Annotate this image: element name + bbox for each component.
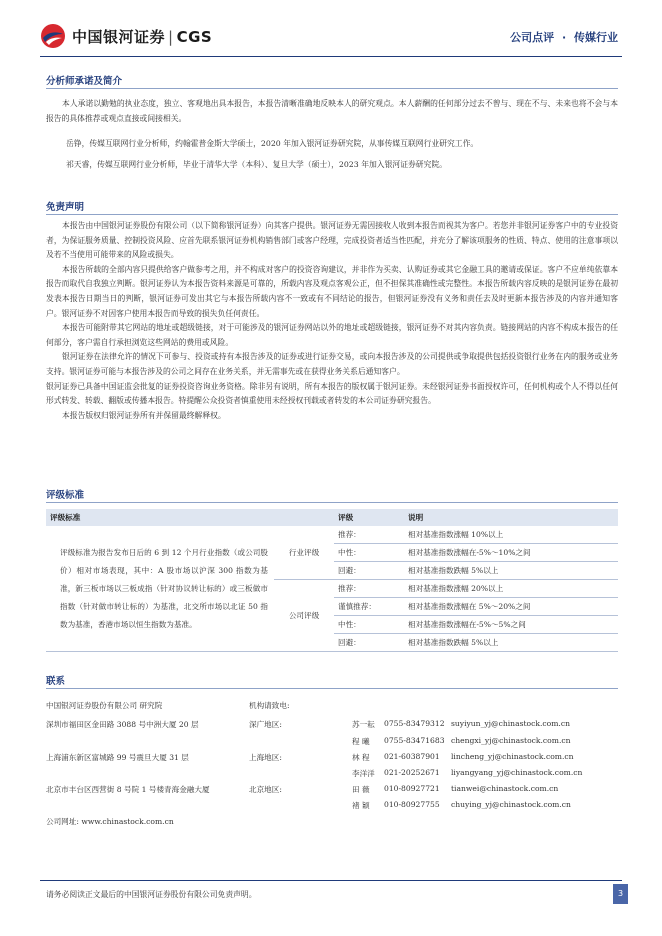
contact-name: 田 薇 [352, 785, 370, 794]
rating-label: 回避： [334, 562, 404, 580]
disclaimer-paragraph: 银河证券已具备中国证监会批复的证券投资咨询业务资格。除非另有说明，所有本报告的版权属于银河证券。未经银河证券书面授权许可，任何机构或个人不得以任何形式转发、转载、翻版或传播本报告。特提醒公众投资者慎重使用未经授权刊载或者转发的本公司证券研究报告。 [46, 381, 618, 406]
header-rating: 评级 [338, 513, 354, 522]
rating-standard-desc: 评级标准为报告发布日后的 6 到 12 个月行业指数（或公司股价）相对市场表现，其中：A 股市场以沪深 300 指数为基准，新三板市场以三板成指（针对协议转让标的）或三板做市指数（针对做市转让标的）为基准，北交所市场以北证 50 指数为基准，香港市场以恒生指数为基准。 [46, 526, 274, 652]
page-number: 3 [613, 884, 628, 904]
contact-person [352, 752, 370, 763]
rating-table-header [46, 509, 618, 526]
footer-divider [40, 880, 622, 881]
analyst-section-divider [46, 88, 618, 89]
rating-divider [46, 502, 618, 503]
rating-label: 推荐： [334, 526, 404, 544]
rating-title: 评级标准 [46, 490, 85, 501]
contact-email[interactable]: tianwei@chinastock.com.cn [451, 784, 559, 793]
contact-person [352, 736, 370, 747]
rating-desc: 相对基准指数跌幅 5%以上 [404, 562, 618, 580]
rating-label: 中性： [334, 616, 404, 634]
rating-desc: 相对基准指数涨幅在-5%～10%之间 [404, 544, 618, 562]
contact-person [352, 719, 375, 730]
region-shanghai: 上海地区: [249, 753, 282, 762]
contact-email[interactable]: chengxi_yj@chinastock.com.cn [451, 736, 571, 745]
contact-email[interactable]: lincheng_yj@chinastock.com.cn [451, 752, 574, 761]
disclaimer-paragraph: 本报告可能附带其它网站的地址或超级链接，对于可能涉及的银河证券网站以外的地址或超级链接，银河证券不对其内容负责。链接网站的内容不构成本报告的任何部分，客户需自行承担浏览这些网站的费用或风险。 [46, 323, 618, 347]
analyst-bio-2: 祁天睿，传媒互联网行业分析师，毕业于清华大学（本科）、复旦大学（硕士），2023 年加入银河证券研究院。 [66, 160, 447, 169]
rating-label: 回避： [334, 634, 404, 652]
rating-table [46, 509, 618, 652]
region-shenzhen: 深广地区: [249, 720, 282, 729]
analyst-section-title: 分析师承诺及简介 [46, 76, 123, 87]
company-logo [40, 22, 212, 50]
analyst-commitment [46, 96, 618, 126]
contact-person [352, 800, 370, 811]
company-research-institute: 中国银河证券股份有限公司 研究院 [46, 701, 163, 710]
disclaimer-paragraph: 银河证券在法律允许的情况下可参与、投资或持有本报告涉及的证券或进行证券交易，或向本报告涉及的公司提供或争取提供包括投资银行业务在内的服务或业务支持。银河证券可能与本报告涉及的公司之间存在业务关系，并无需事先或在获得业务关系后通知客户。 [46, 352, 618, 376]
rating-desc: 相对基准指数涨幅 10%以上 [404, 526, 618, 544]
contact-title: 联系 [46, 676, 66, 687]
contact-name: 褚 颖 [352, 801, 370, 810]
contact-person [352, 784, 370, 795]
disclaimer-paragraph: 本报告版权归银河证券所有并保留最终解释权。 [62, 410, 226, 420]
analyst-bio-1: 岳铮，传媒互联网行业分析师，约翰霍普金斯大学硕士，2020 年加入银河证券研究院，从事传媒互联网行业研究工作。 [66, 139, 479, 148]
report-category [510, 29, 618, 45]
contact-email[interactable]: suyiyun_yj@chinastock.com.cn [451, 719, 570, 728]
commitment-text: 本人承诺以勤勉的执业态度，独立、客观地出具本报告，本报告清晰准确地反映本人的研究观点。本人薪酬的任何部分过去不曾与、现在不与、未来也将不会与本报告的具体推荐或观点直接或间接相关。 [46, 99, 618, 123]
logo-text: 中国银河证券 | CGS [72, 27, 213, 46]
header-dot: · [561, 31, 567, 44]
contact-name: 苏一耘 [352, 720, 375, 729]
address-shenzhen: 深圳市福田区金田路 3088 号中洲大厦 20 层 [46, 720, 199, 729]
address-shanghai: 上海浦东新区富城路 99 号震旦大厦 31 层 [46, 753, 189, 762]
contact-name: 程 曦 [352, 737, 370, 746]
disclaimer-body [46, 219, 618, 423]
footer-disclaimer: 请务必阅读正文最后的中国银河证券股份有限公司免责声明。 [46, 890, 257, 899]
contact-email[interactable]: liyangyang_yj@chinastock.com.cn [451, 768, 583, 777]
rating-label: 推荐： [334, 580, 404, 598]
disclaimer-divider [46, 214, 618, 215]
contact-divider [46, 688, 618, 689]
cgs-logo-icon [40, 23, 66, 49]
contact-person [352, 768, 375, 779]
table-row [46, 526, 618, 544]
contact-phone: 010-80927721 [384, 784, 440, 793]
contact-name: 林 程 [352, 753, 370, 762]
disclaimer-paragraph: 本报告所载的全部内容只提供给客户做参考之用，并不构成对客户的投资咨询建议，并非作为买卖、认购证券或其它金融工具的邀请或保证。客户不应单纯依靠本报告而取代自我独立判断。银河证券认为本报告资料来源是可靠的，所载内容及观点客观公正，但不担保其准确性或完整性。本报告所载内容反映的是银河证券在最初发表本报告日期当日的判断，银河证券可发出其它与本报告所载内容不一致或有不同结论的报告，但银河证券没有义务和责任去及时更新本报告涉及的内容并通知客户。银河证券不对因客户使用本报告而导致的损失负任何责任。 [46, 264, 618, 318]
rating-label: 谨慎推荐： [334, 598, 404, 616]
contact-phone: 0755-83471683 [384, 736, 445, 745]
address-beijing: 北京市丰台区西营街 8 号院 1 号楼青海金融大厦 [46, 785, 210, 794]
contact-phone: 010-80927755 [384, 800, 440, 809]
header-standard: 评级标准 [50, 513, 81, 522]
header-divider [40, 56, 622, 57]
rating-label: 中性： [334, 544, 404, 562]
rating-desc: 相对基准指数涨幅 20%以上 [404, 580, 618, 598]
industry: 传媒行业 [574, 31, 618, 44]
rating-desc: 相对基准指数涨幅在-5%～5%之间 [404, 616, 618, 634]
rating-desc: 相对基准指数跌幅 5%以上 [404, 634, 618, 652]
header-category [274, 509, 334, 526]
contact-phone: 021-20252671 [384, 768, 440, 777]
disclaimer-paragraph: 本报告由中国银河证券股份有限公司（以下简称银河证券）向其客户提供。银河证券无需因接收人收到本报告而视其为客户。若您并非银河证券客户中的专业投资者，为保证服务质量、控制投资风险、应首先联系银河证券机构销售部门或客户经理，完成投资者适当性匹配，并充分了解该项服务的性质、特点、使用的注意事项以及若不当使用可能带来的风险或损失。 [46, 221, 618, 260]
website-label: 公司网址: [46, 817, 79, 826]
report-type: 公司点评 [510, 31, 555, 44]
contact-email[interactable]: chuying_yj@chinastock.com.cn [451, 800, 571, 809]
region-beijing: 北京地区: [249, 785, 282, 794]
sales-label: 机构请致电: [249, 701, 290, 710]
industry-rating-category: 行业评级 [274, 526, 334, 580]
rating-desc: 相对基准指数涨幅在 5%～20%之间 [404, 598, 618, 616]
disclaimer-title: 免责声明 [46, 202, 85, 213]
contact-phone: 0755-83479312 [384, 719, 445, 728]
contact-name: 李洋洋 [352, 769, 375, 778]
company-website [46, 816, 174, 827]
website-link[interactable]: www.chinastock.com.cn [81, 817, 174, 826]
contact-phone: 021-60387901 [384, 752, 440, 761]
company-rating-category: 公司评级 [274, 580, 334, 652]
header-description: 说明 [408, 513, 424, 522]
